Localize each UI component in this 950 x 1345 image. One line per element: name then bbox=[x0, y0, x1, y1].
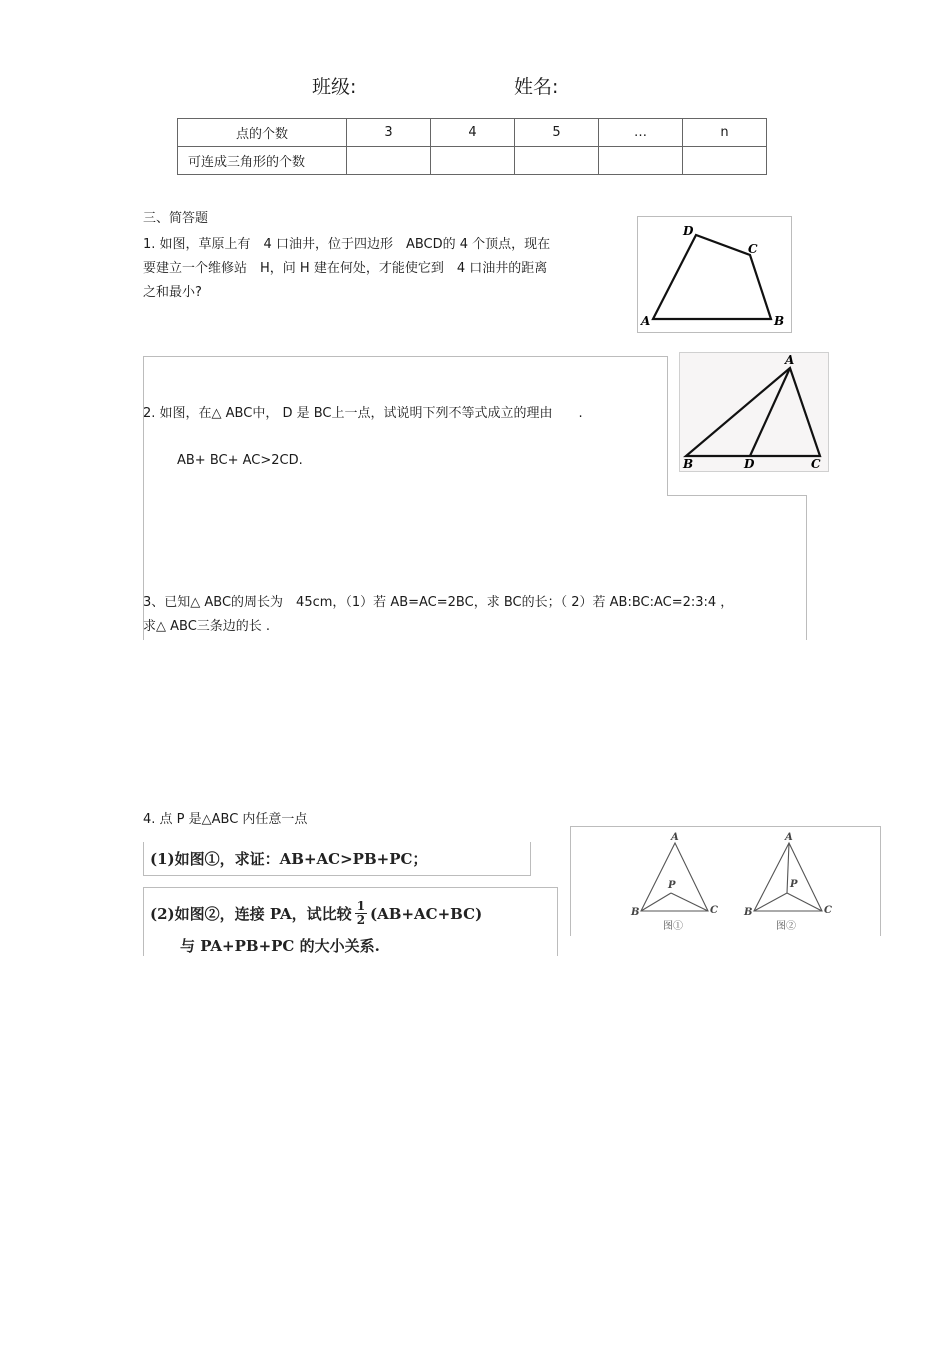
q4-part1-box bbox=[143, 842, 531, 876]
frame-line bbox=[143, 356, 667, 357]
table-cell: 点的个数 bbox=[178, 119, 347, 147]
q4-part2-prefix: (2)如图②，连接 PA，试比较 bbox=[150, 905, 352, 923]
point-in-triangle-figures bbox=[571, 827, 880, 936]
figure-1-caption: 图① bbox=[663, 921, 683, 932]
table-cell bbox=[515, 147, 599, 175]
q2-line-1: 2. 如图，在△ ABC中， D 是 BC上一点，试说明下列不等式成立的理由 . bbox=[143, 406, 583, 421]
fig-label-a: A bbox=[785, 832, 793, 843]
q4-part2-box bbox=[143, 887, 558, 956]
q1-line-3: 之和最小? bbox=[143, 285, 202, 300]
question-1 bbox=[143, 233, 623, 305]
q1-line-2: 要建立一个维修站 H，问 H 建在何处，才能使它到 4 口油井的距离 bbox=[143, 261, 548, 276]
q4-figure-frame bbox=[570, 826, 881, 936]
q3-line-2: 求△ ABC三条边的长 . bbox=[143, 619, 271, 634]
fig-label-d: D bbox=[683, 224, 694, 238]
figure-2 bbox=[743, 832, 832, 932]
q4-part2-line-1 bbox=[150, 900, 482, 927]
table-row bbox=[178, 119, 767, 147]
q4-part2-suffix: (AB+AC+BC) bbox=[370, 904, 483, 923]
fig-label-c: C bbox=[710, 905, 718, 916]
table-cell: 5 bbox=[515, 119, 599, 147]
fig-label-d: D bbox=[744, 457, 755, 471]
table-row bbox=[178, 147, 767, 175]
fig-label-a: A bbox=[785, 353, 795, 367]
fig-label-a: A bbox=[641, 314, 651, 328]
fraction-denominator: 2 bbox=[356, 913, 366, 927]
figure-2-caption: 图② bbox=[776, 921, 796, 932]
q4-part1-text: (1)如图①，求证：AB+AC>PB+PC； bbox=[150, 850, 428, 868]
q2-figure-frame bbox=[679, 352, 829, 472]
table-cell bbox=[347, 147, 431, 175]
points-table bbox=[177, 118, 767, 175]
fraction-numerator: 1 bbox=[356, 899, 366, 913]
name-label: 姓名: bbox=[514, 76, 559, 98]
fig-label-c: C bbox=[824, 905, 832, 916]
table-cell: … bbox=[599, 119, 683, 147]
q1-figure-frame bbox=[637, 216, 792, 333]
table-cell: 4 bbox=[431, 119, 515, 147]
fig-label-b: B bbox=[683, 457, 694, 471]
q1-line-1: 1. 如图，草原上有 4 口油井，位于四边形 ABCD的 4 个顶点，现在 bbox=[143, 237, 551, 252]
fig-label-b: B bbox=[774, 314, 785, 328]
fig-label-p: P bbox=[790, 879, 798, 890]
q2-line-2: AB+ BC+ AC>2CD. bbox=[177, 453, 303, 468]
fraction bbox=[355, 900, 367, 927]
fig-label-b: B bbox=[631, 907, 640, 918]
table-cell bbox=[431, 147, 515, 175]
table-cell: n bbox=[683, 119, 767, 147]
quadrilateral-figure bbox=[638, 217, 791, 332]
table-cell bbox=[599, 147, 683, 175]
q4-title: 4. 点 P 是△ABC 内任意一点 bbox=[143, 812, 308, 827]
fig-label-p: P bbox=[668, 880, 676, 891]
triangle-figure bbox=[680, 353, 828, 471]
table-cell bbox=[683, 147, 767, 175]
fig-label-c: C bbox=[748, 242, 758, 256]
table-cell: 可连成三角形的个数 bbox=[178, 147, 347, 175]
class-label: 班级: bbox=[312, 76, 357, 98]
q3-line-1: 3、已知△ ABC的周长为 45cm，（1）若 AB=AC=2BC，求 BC的长；（ 2）若 AB:BC:AC=2:3:4 ， bbox=[143, 595, 734, 610]
fig-label-b: B bbox=[744, 907, 753, 918]
frame-line bbox=[806, 495, 807, 640]
question-3 bbox=[143, 591, 733, 639]
table-cell: 3 bbox=[347, 119, 431, 147]
frame-line bbox=[667, 356, 668, 495]
q4-part2-line-2: 与 PA+PB+PC 的大小关系. bbox=[180, 937, 380, 955]
fig-label-c: C bbox=[811, 457, 821, 471]
frame-line bbox=[667, 495, 807, 496]
figure-1 bbox=[630, 832, 718, 932]
section-title: 三、简答题 bbox=[143, 211, 209, 226]
fig-label-a: A bbox=[671, 832, 679, 843]
